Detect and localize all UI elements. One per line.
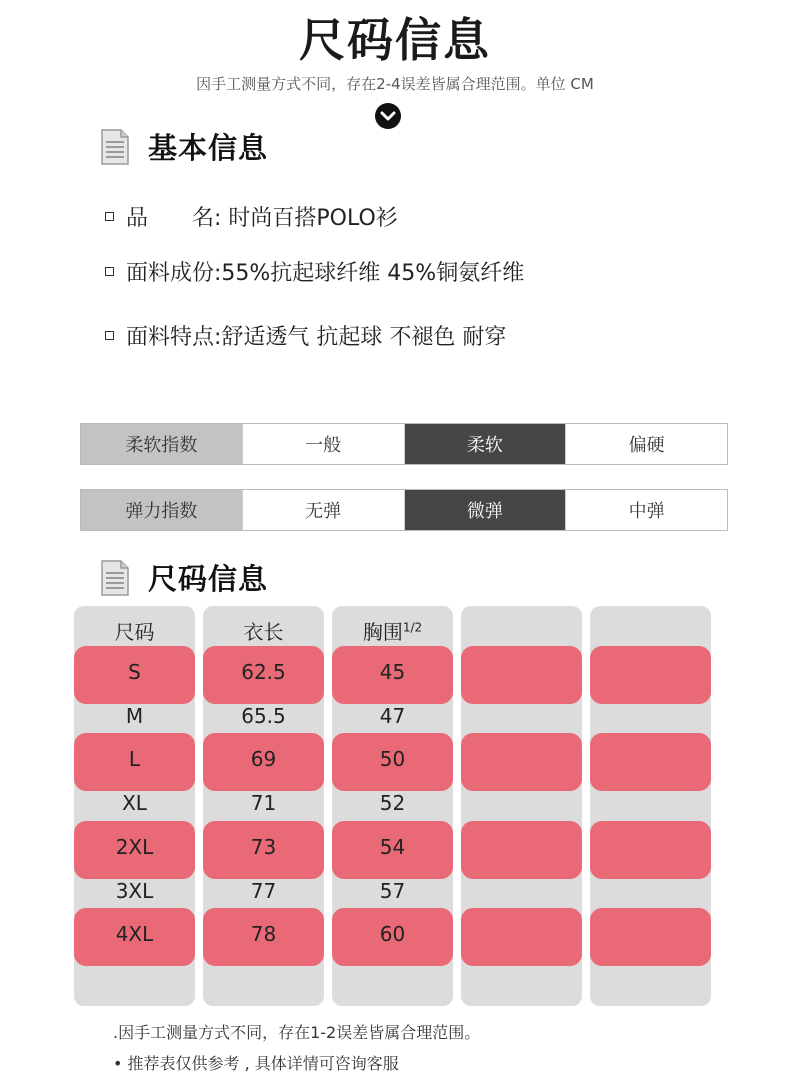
basic-info-heading — [100, 126, 268, 167]
table-cell: 3XL — [115, 878, 154, 903]
table-cell: 62.5 — [241, 660, 286, 684]
table-cell: 54 — [379, 834, 406, 859]
document-icon — [100, 560, 130, 596]
table-cell: M — [125, 703, 144, 728]
document-icon — [100, 129, 130, 165]
measurement-note: 因手工测量方式不同，存在2-4误差皆属合理范围。单位 CM — [196, 75, 594, 93]
column-header-text: 衣长 — [243, 620, 284, 644]
highlight-band — [461, 908, 582, 966]
table-cell: 2XL — [115, 834, 154, 859]
square-bullet-icon — [105, 212, 114, 221]
table-cell: 47 — [379, 703, 406, 728]
softness-option-selected: 柔软 — [404, 424, 566, 464]
section-title: 基本信息 — [148, 131, 269, 165]
table-cell: 52 — [379, 791, 406, 816]
info-row-fabric-composition — [105, 256, 524, 287]
softness-rating — [80, 423, 728, 465]
square-bullet-icon — [105, 331, 114, 340]
size-info-heading — [100, 557, 268, 598]
highlight-band — [590, 908, 711, 966]
table-cell: S — [128, 660, 141, 684]
elasticity-option-selected: 微弹 — [404, 490, 566, 530]
column-header-text: 胸围 — [362, 620, 403, 644]
highlight-band — [461, 646, 582, 704]
highlight-band — [590, 821, 711, 879]
softness-label: 柔软指数 — [81, 424, 242, 464]
table-cell: 45 — [379, 660, 406, 684]
table-cell: 77 — [250, 878, 277, 903]
info-text: 面料成份:55%抗起球纤维 45%铜氨纤维 — [126, 261, 525, 286]
half-measure-superscript: 1/2 — [402, 620, 423, 635]
info-text: 面料特点:舒适透气 抗起球 不褪色 耐穿 — [126, 325, 507, 350]
softness-option: 偏硬 — [565, 424, 727, 464]
square-bullet-icon — [105, 267, 114, 276]
table-cell: XL — [122, 791, 147, 816]
column-header — [332, 616, 453, 645]
info-row-product-name — [105, 201, 398, 232]
table-cell: L — [128, 747, 141, 772]
column-header-text: 尺码 — [114, 620, 155, 644]
table-cell: 71 — [250, 791, 277, 816]
highlight-band — [590, 646, 711, 704]
section-title: 尺码信息 — [148, 562, 269, 596]
highlight-band — [590, 733, 711, 791]
page-title: 尺码信息 — [299, 13, 491, 67]
table-cell: 60 — [379, 922, 406, 947]
elasticity-option: 无弹 — [242, 490, 404, 530]
column-header — [203, 616, 324, 645]
table-cell: 4XL — [115, 922, 154, 947]
table-cell: 50 — [379, 747, 406, 772]
highlight-band — [461, 821, 582, 879]
table-cell: 65.5 — [241, 703, 286, 728]
column-header — [74, 616, 195, 645]
table-cell: 73 — [250, 834, 277, 859]
table-cell: 57 — [379, 878, 406, 903]
softness-option: 一般 — [242, 424, 404, 464]
info-row-fabric-features — [105, 320, 506, 351]
highlight-band — [461, 733, 582, 791]
info-text: 品 名: 时尚百搭POLO衫 — [126, 206, 398, 231]
table-cell: 78 — [250, 922, 277, 947]
elasticity-option: 中弹 — [565, 490, 727, 530]
table-cell: 69 — [250, 747, 277, 772]
tolerance-note: .因手工测量方式不同，存在1-2误差皆属合理范围。 — [113, 1023, 481, 1042]
chevron-down-icon — [375, 103, 401, 129]
elasticity-label: 弹力指数 — [81, 490, 242, 530]
elasticity-rating — [80, 489, 728, 531]
reference-note: • 推荐表仅供参考 , 具体详情可咨询客服 — [113, 1054, 399, 1073]
